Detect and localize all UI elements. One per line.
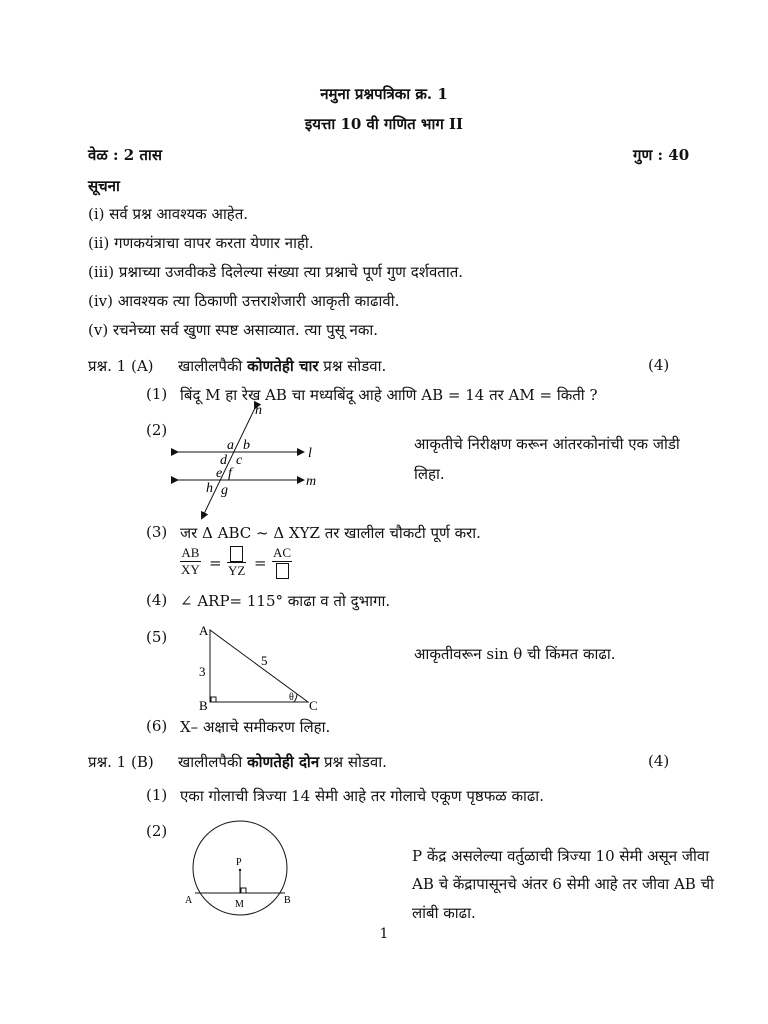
right-angle-mark	[211, 697, 216, 702]
point-m-label: M	[235, 899, 244, 910]
q1a-label: प्रश्न. 1 (A)	[88, 357, 154, 375]
q1a-item6-text: X– अक्षाचे समीकरण लिहा.	[180, 718, 331, 736]
frac2-numerator-box	[227, 545, 246, 563]
label-d: d	[220, 453, 227, 468]
frac2-denominator: YZ	[228, 563, 246, 579]
page-number: 1	[379, 926, 389, 942]
vertex-a-label: A	[199, 623, 209, 638]
marks-label: गुण : 40	[633, 146, 690, 164]
q1b-instruction	[178, 752, 387, 772]
fraction-ab-xy	[180, 545, 201, 578]
q1b-item2-text-line3: लांबी काढा.	[412, 904, 476, 922]
q1a-item5-text: आकृतीवरून sin θ ची किंमत काढा.	[414, 645, 616, 663]
instruction-item: (ii) गणकयंत्राचा वापर करता येणार नाही.	[88, 234, 314, 252]
side-ac-length: 5	[261, 653, 268, 668]
parallel-lines-figure	[165, 400, 325, 525]
q1a-item4-text: ∠ ARP= 115° काढा व तो दुभागा.	[180, 592, 391, 610]
vertex-b-label: B	[199, 698, 208, 713]
frac3-denominator-box	[272, 562, 292, 579]
instruction-item: (v) रचनेच्या सर्व खुणा स्पष्ट असाव्यात. त्या पुसू नका.	[88, 321, 379, 339]
q1a-item4-num: (4)	[146, 591, 168, 609]
point-a-label: A	[185, 895, 193, 906]
q1a-text-bold: कोणतेही चार	[247, 357, 319, 375]
q1b-text-after: प्रश्न सोडवा.	[323, 753, 387, 771]
q1a-instruction	[178, 356, 386, 376]
right-triangle-figure	[190, 618, 330, 716]
answer-box	[230, 546, 243, 562]
circle-chord-figure	[178, 818, 298, 918]
q1a-item1-num: (1)	[146, 385, 168, 403]
angle-arc	[294, 694, 297, 702]
paper-subtitle: इयत्ता 10 वी गणित भाग II	[304, 115, 464, 133]
q1a-item2-text-line2: लिहा.	[414, 465, 445, 483]
q1b-text-before: खालीलपैकी	[178, 753, 243, 771]
center-point	[239, 869, 241, 871]
q1a-item3-text: जर Δ ABC ~ Δ XYZ तर खालील चौकटी पूर्ण करा.	[180, 524, 481, 542]
label-a: a	[227, 438, 234, 453]
label-g: g	[221, 483, 228, 498]
label-m: m	[306, 474, 317, 489]
q1b-label: प्रश्न. 1 (B)	[88, 753, 154, 771]
q1a-text-after: प्रश्न सोडवा.	[323, 357, 387, 375]
equals-sign-1: =	[209, 554, 222, 572]
transversal-n	[202, 408, 255, 518]
theta-label: θ	[289, 692, 294, 703]
q1b-item2-text-line2: AB चे केंद्रापासूनचे अंतर 6 सेमी आहे तर जीवा AB ची	[412, 875, 714, 893]
point-b-label: B	[284, 895, 291, 906]
q1a-text-before: खालीलपैकी	[178, 357, 243, 375]
q1a-marks: (4)	[648, 356, 670, 374]
right-angle-mark	[241, 888, 246, 893]
label-b: b	[243, 438, 250, 453]
q1b-marks: (4)	[648, 752, 670, 770]
answer-box	[276, 563, 289, 579]
q1a-item5-num: (5)	[146, 628, 168, 646]
equals-sign-2: =	[254, 554, 267, 572]
q1a-item2-text-line1: आकृतीचे निरीक्षण करून आंतरकोनांची एक जोडी	[414, 435, 680, 453]
fraction-ac-box	[272, 545, 292, 579]
q1b-text-bold: कोणतेही दोन	[247, 753, 320, 771]
q1a-item2-num: (2)	[146, 421, 168, 439]
side-ab-length: 3	[199, 664, 206, 679]
q1a-item1-text: बिंदू M हा रेख AB चा मध्यबिंदू आहे आणि AB = 14 तर AM = किती ?	[180, 386, 598, 404]
instruction-item: (i) सर्व प्रश्न आवश्यक आहेत.	[88, 205, 249, 223]
label-e: e	[216, 466, 223, 481]
instruction-item: (iv) आवश्यक त्या ठिकाणी उत्तराशेजारी आकृती काढावी.	[88, 292, 400, 310]
q1a-item6-num: (6)	[146, 717, 168, 735]
label-l: l	[308, 446, 312, 461]
q1b-item2-num: (2)	[146, 822, 168, 840]
frac1-numerator: AB	[181, 545, 200, 560]
q1b-item1-num: (1)	[146, 786, 168, 804]
frac3-numerator: AC	[273, 545, 292, 560]
paper-title: नमुना प्रश्नपत्रिका क्र. 1	[320, 85, 448, 103]
q1a-item3-num: (3)	[146, 523, 168, 541]
point-p-label: P	[236, 857, 242, 868]
time-label: वेळ : 2 तास	[88, 146, 162, 164]
vertex-c-label: C	[309, 698, 318, 713]
label-f: f	[228, 466, 232, 481]
label-n: n	[255, 403, 262, 418]
label-h: h	[206, 481, 213, 496]
frac1-denominator: XY	[181, 562, 200, 577]
instruction-item: (iii) प्रश्नाच्या उजवीकडे दिलेल्या संख्या त्या प्रश्नाचे पूर्ण गुण दर्शवतात.	[88, 263, 464, 281]
instructions-heading: सूचना	[88, 177, 120, 195]
fraction-box-yz	[227, 545, 246, 579]
q1b-item2-text-line1: P केंद्र असलेल्या वर्तुळाची त्रिज्या 10 सेमी असून जीवा	[412, 847, 710, 865]
label-c: c	[236, 453, 243, 468]
q1b-item1-text: एका गोलाची त्रिज्या 14 सेमी आहे तर गोलाचे एकूण पृष्ठफळ काढा.	[180, 787, 544, 805]
